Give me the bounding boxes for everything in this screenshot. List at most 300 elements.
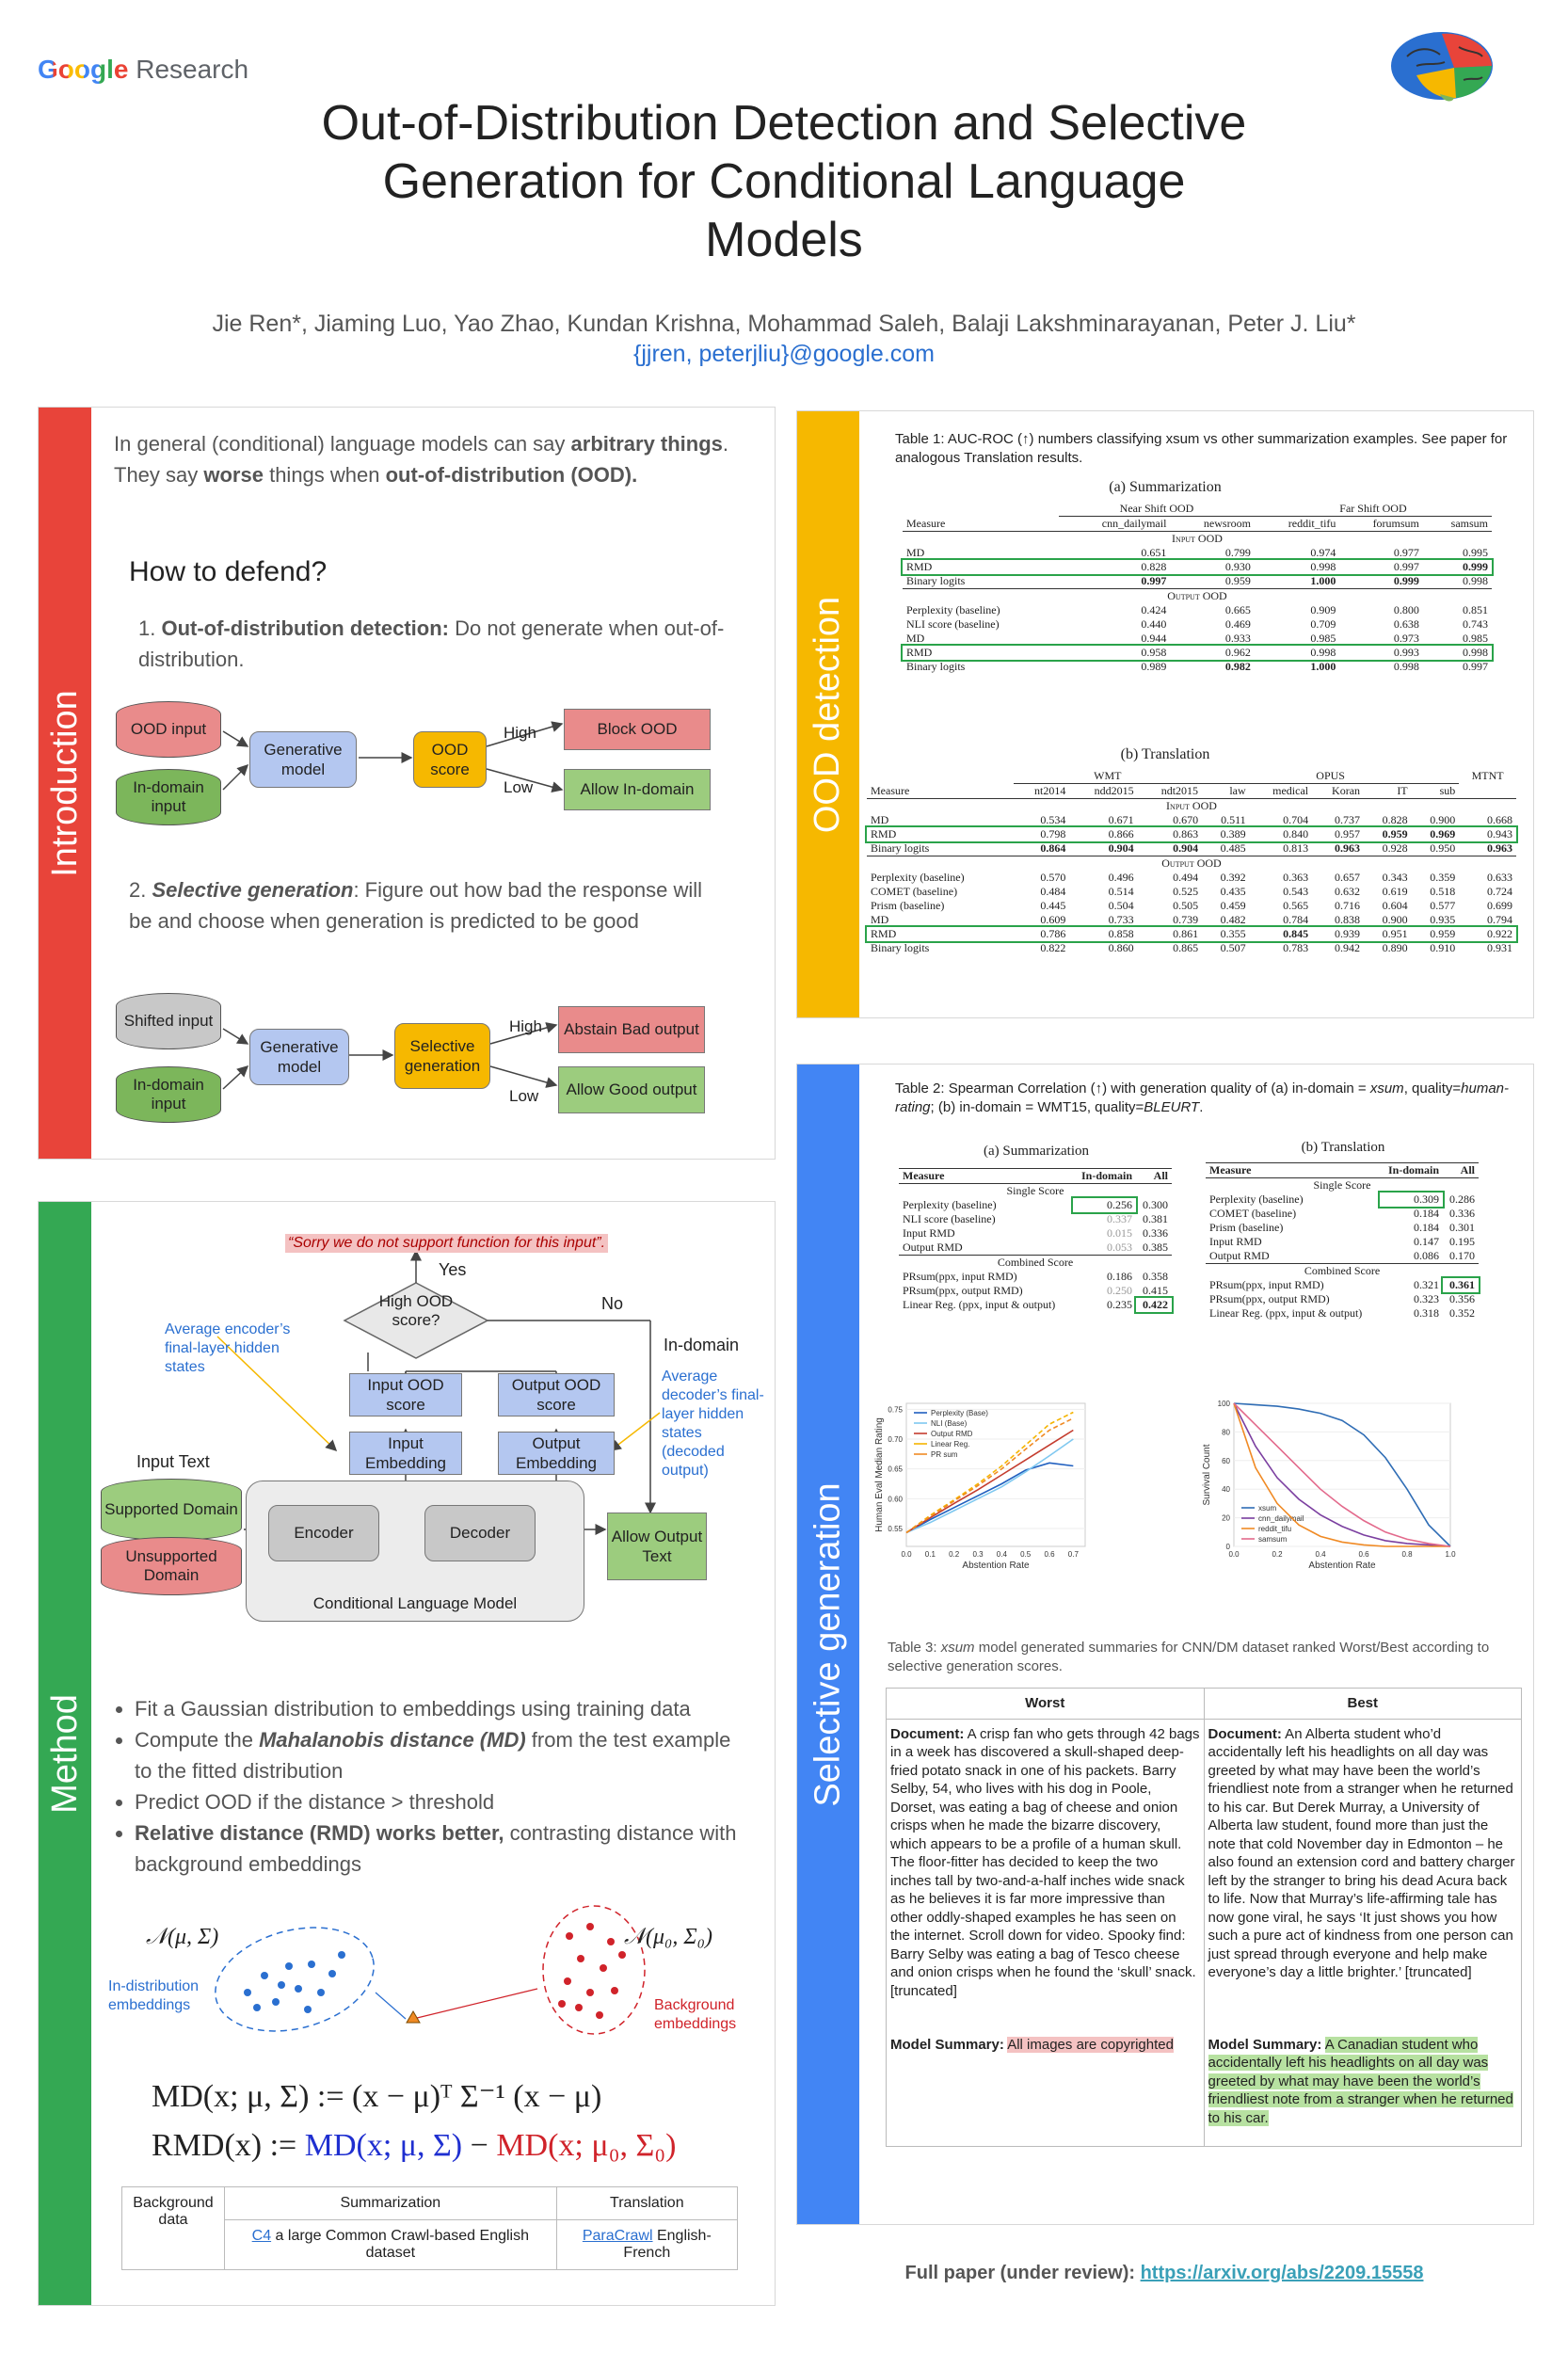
- x-tick-label: 0.0: [901, 1550, 912, 1559]
- y-tick-label: 60: [1222, 1456, 1230, 1465]
- cell-value: 0.900: [1430, 813, 1456, 826]
- intro-text-c: . They say: [114, 432, 729, 487]
- high-ood-decision: High OOD score?: [378, 1292, 454, 1330]
- cell-value: 0.942: [1335, 941, 1361, 954]
- t2a-col-2: All: [1153, 1169, 1168, 1182]
- tr-group-header: [867, 769, 1516, 784]
- cell-value: 0.865: [1173, 941, 1199, 954]
- table-row: [899, 1284, 1172, 1298]
- allow-good-node: Allow Good output: [558, 1066, 705, 1113]
- cell-value: 0.840: [1283, 827, 1309, 840]
- ood-detection-panel: [796, 410, 1534, 1018]
- x-tick-label: 0.4: [996, 1550, 1007, 1559]
- cell-value: 0.482: [1220, 913, 1246, 926]
- cell-value: 0.959: [1382, 827, 1408, 840]
- bullet-1: • Fit a Gaussian distribution to embeddings using training data: [135, 1693, 752, 1724]
- cell-value: 0.086: [1414, 1249, 1440, 1262]
- table-row: [903, 560, 1492, 574]
- table-row: [903, 603, 1492, 617]
- best-header: Best: [1204, 1689, 1522, 1720]
- cell-value: 0.813: [1283, 841, 1309, 855]
- tr-col-7: IT: [1397, 784, 1408, 797]
- cell-value: 0.534: [1040, 813, 1066, 826]
- row-label: Prism (baseline): [1209, 1221, 1284, 1234]
- t2a-title: (a) Summarization: [983, 1144, 1090, 1159]
- row-label: Output RMD: [1209, 1249, 1270, 1262]
- y-tick-label: 20: [1222, 1513, 1230, 1523]
- cell-value: 0.250: [1107, 1284, 1133, 1297]
- col-newsroom: newsroom: [1203, 517, 1251, 530]
- best-summary: A Canadian student who accidentally left his headlights on all day was greeted by what may have been the world’s friendliest note from a stranger when he returned to his car.: [1208, 2036, 1513, 2126]
- table1-caption: Table 1: AUC-ROC (↑) numbers classifying xsum vs other summarization examples. See paper for analogous Translation results.: [895, 431, 1508, 467]
- cell-value: 0.415: [1143, 1284, 1168, 1297]
- y-tick-label: 100: [1217, 1400, 1230, 1408]
- cell-value: 0.863: [1173, 827, 1199, 840]
- cell-value: 0.939: [1335, 927, 1361, 940]
- poster-title: [0, 94, 1568, 269]
- row-label: Linear Reg. (ppx, input & output): [1209, 1306, 1363, 1320]
- sum-group-header: [903, 502, 1492, 517]
- cell-value: 0.657: [1335, 871, 1361, 884]
- cell-value: 0.838: [1335, 913, 1361, 926]
- cell-value: 0.323: [1414, 1292, 1440, 1305]
- table-row: [899, 1241, 1172, 1256]
- legend-entry: cnn_dailymail: [1258, 1514, 1304, 1523]
- cell-value: 0.997: [1393, 560, 1419, 573]
- cell-value: 0.993: [1393, 646, 1419, 659]
- cell-value: 0.845: [1283, 927, 1309, 940]
- tr-input-rows: [867, 813, 1516, 856]
- in-domain-input-node: In-domain input: [116, 769, 221, 825]
- mtnt-header: MTNT: [1471, 769, 1504, 783]
- intro-text-a: In general (conditional) language models can say: [114, 432, 571, 456]
- cell-value: 0.543: [1283, 885, 1309, 898]
- cell-value: 0.235: [1107, 1298, 1133, 1311]
- row-label: Prism (baseline): [871, 899, 945, 912]
- cell-value: 0.959: [1430, 927, 1456, 940]
- cell-value: 0.998: [1463, 646, 1488, 659]
- tr-col-2: ndd2015: [1094, 784, 1134, 797]
- cell-value: 0.609: [1040, 913, 1066, 926]
- col-cnn: cnn_dailymail: [1101, 517, 1167, 530]
- x-tick-label: 0.8: [1401, 1550, 1413, 1559]
- in-domain-input-node-2: In-domain input: [116, 1066, 221, 1123]
- yes-label: Yes: [439, 1260, 467, 1279]
- cell-value: 0.864: [1040, 841, 1066, 855]
- worst-doc-label: Document:: [890, 1725, 965, 1742]
- cell-value: 0.355: [1220, 927, 1246, 940]
- input-ood-score-node: Input OOD score: [349, 1373, 462, 1417]
- emails: {jjren, peterjliu}@google.com: [632, 341, 935, 367]
- cell-value: 0.997: [1463, 660, 1488, 673]
- table-row: [867, 899, 1516, 913]
- logo-google: Google: [38, 55, 129, 84]
- tr-output-rows: [867, 871, 1516, 955]
- best-ms-label: Model Summary:: [1208, 2036, 1322, 2053]
- method-bullet-list: [112, 1693, 752, 1880]
- block-ood-node: Block OOD: [564, 709, 711, 750]
- cell-value: 0.668: [1487, 813, 1512, 826]
- cell-value: 0.633: [1487, 871, 1512, 884]
- cell-value: 0.866: [1108, 827, 1134, 840]
- cell-value: 0.514: [1108, 885, 1134, 898]
- cell-value: 0.951: [1382, 927, 1408, 940]
- tr-table-title: (b) Translation: [1120, 746, 1210, 762]
- worst-cell: [887, 1719, 1205, 2147]
- rmd-lhs: RMD(x) :=: [152, 2128, 305, 2163]
- x-tick-label: 0.7: [1067, 1550, 1079, 1559]
- allow-output-node: Allow Output Text: [607, 1513, 707, 1580]
- col-forumsum: forumsum: [1372, 517, 1419, 530]
- paracrawl-link[interactable]: ParaCrawl: [582, 2228, 653, 2244]
- cell-value: 0.969: [1430, 827, 1456, 840]
- cell-value: 0.828: [1141, 560, 1167, 573]
- cell-value: 0.909: [1310, 603, 1336, 616]
- col-samsum: samsum: [1450, 517, 1488, 530]
- cell-value: 0.518: [1430, 885, 1456, 898]
- tr-col-9: [1459, 784, 1516, 799]
- cell-value: 0.858: [1108, 927, 1134, 940]
- table-row: [867, 827, 1516, 841]
- output-ood-score-node: Output OOD score: [498, 1373, 615, 1417]
- t2a-col-0: Measure: [903, 1169, 945, 1182]
- bullet-3: • Predict OOD if the distance > threshold: [135, 1786, 752, 1817]
- introduction-panel: [38, 407, 776, 1160]
- cell-value: 0.352: [1449, 1306, 1475, 1320]
- legend-entry: Perplexity (Base): [931, 1409, 988, 1417]
- table-row: [903, 632, 1492, 646]
- t2b-comb-rows: [1206, 1278, 1479, 1321]
- cell-value: 0.665: [1224, 603, 1251, 616]
- cell-value: 0.363: [1283, 871, 1309, 884]
- step-2-num: 2.: [129, 878, 152, 902]
- how-to-defend: How to defend?: [129, 556, 328, 587]
- cell-value: 0.337: [1107, 1212, 1133, 1225]
- shifted-input-node: Shifted input: [116, 993, 221, 1049]
- cell-value: 0.985: [1310, 632, 1336, 645]
- legend-entry: PR sum: [931, 1450, 958, 1459]
- cell-value: 0.973: [1393, 632, 1419, 645]
- tr-output-section: Output OOD: [867, 856, 1516, 872]
- unsupported-domain-node: Unsupported Domain: [101, 1537, 242, 1595]
- cell-value: 0.484: [1040, 885, 1066, 898]
- legend-entry: reddit_tifu: [1258, 1525, 1292, 1533]
- row-label: Input RMD: [903, 1226, 955, 1240]
- cell-value: 0.577: [1430, 899, 1456, 912]
- table2-summarization: [899, 1168, 1172, 1312]
- table-row: [1206, 1292, 1479, 1306]
- row-label: PRsum(ppx, input RMD): [903, 1270, 1017, 1283]
- cell-value: 0.184: [1414, 1221, 1440, 1234]
- row-label: Perplexity (baseline): [1209, 1193, 1304, 1206]
- far-shift-header: Far Shift OOD: [1255, 502, 1492, 517]
- chart-rating-vs-abstention: [863, 1396, 1098, 1584]
- title-line-3: Models: [705, 213, 863, 267]
- cell-value: 0.800: [1393, 603, 1419, 616]
- legend-entry: samsum: [1258, 1535, 1288, 1544]
- cell-value: 0.977: [1393, 546, 1419, 559]
- cell-value: 1.000: [1310, 574, 1336, 587]
- cell-value: 0.995: [1463, 546, 1488, 559]
- cell-value: 0.930: [1224, 560, 1251, 573]
- worst-header: Worst: [887, 1689, 1205, 1720]
- cell-value: 0.318: [1414, 1306, 1440, 1320]
- sum-input-section: Input OOD: [1172, 532, 1223, 545]
- cell-value: 0.944: [1141, 632, 1167, 645]
- cell-value: 0.933: [1224, 632, 1251, 645]
- row-label: COMET (baseline): [1209, 1207, 1297, 1220]
- t2a-col-1: In-domain: [1080, 1169, 1133, 1182]
- cell-value: 0.974: [1310, 546, 1336, 559]
- cell-value: 0.309: [1380, 1193, 1443, 1207]
- cell-value: 0.963: [1487, 841, 1512, 855]
- ood-input-node: OOD input: [116, 701, 221, 758]
- col-measure: Measure: [906, 516, 946, 530]
- tr-col-5: medical: [1272, 784, 1309, 797]
- worst-summary: All images are copyrighted: [1007, 2036, 1174, 2053]
- cell-value: 0.998: [1310, 560, 1336, 573]
- cell-value: 0.799: [1224, 546, 1251, 559]
- rmd-md1: MD(x; μ, Σ): [304, 2128, 463, 2163]
- t2b-title: (b) Translation: [1301, 1140, 1385, 1155]
- row-label: MD: [906, 546, 925, 559]
- tr-col-6: Koran: [1332, 784, 1361, 797]
- cell-value: 0.435: [1220, 885, 1246, 898]
- table-row: [867, 841, 1516, 856]
- ood-score-node: OOD score: [413, 731, 487, 788]
- tr-col-4: law: [1229, 784, 1246, 797]
- row-label: MD: [871, 813, 889, 826]
- cell-value: 0.724: [1487, 885, 1512, 898]
- cell-value: 0.822: [1040, 941, 1066, 954]
- allow-in-domain-node: Allow In-domain: [564, 769, 711, 810]
- cell-value: 0.704: [1283, 813, 1309, 826]
- title-line-2: Generation for Conditional Language: [382, 154, 1186, 209]
- step-1-bold: Out-of-distribution detection:: [161, 616, 449, 640]
- cell-value: 0.525: [1173, 885, 1199, 898]
- table-row: [903, 546, 1492, 560]
- x-axis-label: Abstention Rate: [1308, 1561, 1376, 1571]
- cell-value: 0.716: [1335, 899, 1361, 912]
- t2b-col-1: In-domain: [1387, 1163, 1440, 1176]
- cell-value: 0.904: [1173, 841, 1199, 855]
- c4-desc: a large Common Crawl-based English dataset: [271, 2228, 529, 2261]
- generative-model-node-2: Generative model: [249, 1029, 349, 1085]
- legend-entry: Linear Reg.: [931, 1440, 970, 1449]
- cell-value: 0.445: [1040, 899, 1066, 912]
- tr-col-8: sub: [1439, 784, 1456, 797]
- cell-value: 0.910: [1430, 941, 1456, 954]
- cell-value: 0.170: [1449, 1249, 1475, 1262]
- cell-value: 0.424: [1141, 603, 1167, 616]
- tr-col-0: Measure: [871, 783, 910, 797]
- low-label-2: Low: [509, 1087, 539, 1105]
- cell-value: 0.651: [1141, 546, 1167, 559]
- y-tick-label: 0.55: [888, 1525, 903, 1533]
- cell-value: 0.321: [1414, 1278, 1440, 1291]
- introduction-heading: Introduction: [44, 689, 85, 877]
- authors: Jie Ren*, Jiaming Luo, Yao Zhao, Kundan Krishna, Mohammad Saleh, Balaji Lakshminarayanan, Peter J. Liu*: [212, 311, 1356, 337]
- google-research-logo: [38, 55, 248, 85]
- cell-value: 0.989: [1141, 660, 1167, 673]
- t2a-comb-rows: [899, 1270, 1172, 1312]
- y-tick-label: 0.70: [888, 1435, 903, 1444]
- paracrawl-desc: English-French: [623, 2228, 712, 2261]
- legend-entry: xsum: [1258, 1504, 1277, 1513]
- table-row: [867, 927, 1516, 941]
- step-1-rest: Do not generate when out-of-distribution.: [138, 616, 725, 671]
- avg-decoder-note: Average decoder’s final-layer hidden states (decoded output): [662, 1369, 764, 1479]
- sum-output-section: Output OOD: [903, 589, 1492, 604]
- cell-value: 0.336: [1449, 1207, 1475, 1220]
- brain-icon: [1388, 28, 1496, 104]
- cell-value: 0.928: [1382, 841, 1408, 855]
- row-label: MD: [871, 913, 889, 926]
- cell-value: 0.860: [1108, 941, 1134, 954]
- cell-value: 0.962: [1224, 646, 1251, 659]
- cell-value: 0.440: [1141, 617, 1167, 631]
- table-row: [1206, 1278, 1479, 1292]
- cell-value: 0.619: [1382, 885, 1408, 898]
- best-doc-label: Document:: [1208, 1725, 1282, 1742]
- cell-value: 0.935: [1430, 913, 1456, 926]
- cell-value: 0.943: [1487, 827, 1512, 840]
- logo-research: Research: [136, 55, 249, 84]
- paper-link[interactable]: https://arxiv.org/abs/2209.15558: [1140, 2263, 1424, 2283]
- cell-value: 0.505: [1173, 899, 1199, 912]
- t2b-col-0: Measure: [1209, 1163, 1252, 1176]
- cell-value: 0.343: [1382, 871, 1408, 884]
- cell-value: 0.469: [1224, 617, 1251, 631]
- cell-value: 0.358: [1143, 1270, 1168, 1283]
- row-label: Binary logits: [871, 941, 930, 954]
- cell-value: 0.950: [1430, 841, 1456, 855]
- table-row: [1206, 1221, 1479, 1235]
- t2a-single: Single Score: [1006, 1184, 1064, 1197]
- cell-value: 0.256: [1073, 1198, 1136, 1212]
- cell-value: 0.604: [1382, 899, 1408, 912]
- bg-summarization-header: Summarization: [225, 2187, 557, 2220]
- row-label: Output RMD: [903, 1241, 963, 1254]
- selective-generation-node: Selective generation: [394, 1023, 490, 1089]
- legend-entry: NLI (Base): [931, 1419, 968, 1428]
- cell-value: 0.336: [1143, 1226, 1168, 1240]
- x-tick-label: 0.5: [1020, 1550, 1032, 1559]
- row-label: Binary logits: [906, 574, 966, 587]
- cell-value: 0.638: [1393, 617, 1419, 631]
- sorry-message: “Sorry we do not support function for this input”.: [285, 1234, 608, 1253]
- c4-link[interactable]: C4: [251, 2228, 272, 2244]
- tr-col-header: [867, 784, 1516, 799]
- tr-input-section: Input OOD: [1166, 799, 1217, 812]
- row-label: PRsum(ppx, output RMD): [903, 1284, 1023, 1297]
- cell-value: 0.998: [1463, 574, 1488, 587]
- cell-value: 0.301: [1449, 1221, 1475, 1234]
- md-formula: MD(x; μ, Σ) := (x − μ)ᵀ Σ⁻¹ (x − μ): [152, 2079, 602, 2114]
- cell-value: 0.632: [1335, 885, 1361, 898]
- x-tick-label: 0.0: [1228, 1550, 1240, 1559]
- table-row: [1206, 1306, 1479, 1321]
- row-label: Perplexity (baseline): [903, 1198, 997, 1211]
- intro-text-b: arbitrary things: [570, 432, 723, 456]
- table-row: [867, 885, 1516, 899]
- row-label: PRsum(ppx, output RMD): [1209, 1292, 1330, 1305]
- wmt-header: WMT: [1014, 769, 1202, 784]
- table-row: [903, 660, 1492, 674]
- sel-sidebar: [797, 1064, 859, 2224]
- worst-doc: A crisp fan who gets through 42 bags in a week has discovered a skull-shaped deep-fried potato snack in one of his packets. Barry Selby, 54, who lives with his dog in Poole, Dorset, was eating a bag of cheese and onion crisps when he made the bizarre discovery, which appears to be a profile of a human skull. The floor-fitter has decided to keep the two inches tall by two-and-a-half inches wide snack as he believes it is far more impressive than other oddly-shaped examples he has seen on the internet. Scroll down for video. Spooky find: Barry Selby was eating a bag of Tesco cheese and onion crisps when he found the ‘skull’ snack. [truncated]: [890, 1725, 1200, 1999]
- x-tick-label: 0.2: [1272, 1550, 1283, 1559]
- cell-value: 0.931: [1487, 941, 1512, 954]
- cell-value: 0.709: [1310, 617, 1336, 631]
- ood-sidebar: [797, 411, 859, 1017]
- bullet-4: • Relative distance (RMD) works better, contrasting distance with background embeddings: [135, 1817, 752, 1880]
- row-label: Binary logits: [906, 660, 966, 673]
- cell-value: 0.015: [1107, 1226, 1133, 1240]
- table2-caption: Table 2: Spearman Correlation (↑) with generation quality of (a) in-domain = xsum, quality=human-rating; (b) in-domain = WMT15, quality=BLEURT.: [895, 1080, 1510, 1116]
- y-tick-label: 0.65: [888, 1465, 903, 1474]
- cell-value: 0.998: [1393, 660, 1419, 673]
- cell-value: 0.053: [1107, 1241, 1133, 1254]
- y-tick-label: 0.60: [888, 1495, 903, 1504]
- cell-value: 0.963: [1335, 841, 1361, 855]
- decoder-node: Decoder: [424, 1505, 536, 1561]
- cell-value: 0.743: [1463, 617, 1488, 631]
- cell-value: 0.959: [1224, 574, 1251, 587]
- sum-input-rows: [903, 546, 1492, 589]
- x-tick-label: 0.1: [924, 1550, 936, 1559]
- encoder-node: Encoder: [268, 1505, 379, 1561]
- cell-value: 0.565: [1283, 899, 1309, 912]
- cell-value: 0.184: [1414, 1207, 1440, 1220]
- n-mu-sigma-label: 𝒩(μ, Σ): [146, 1925, 219, 1949]
- cell-value: 0.957: [1335, 827, 1361, 840]
- cell-value: 0.494: [1173, 871, 1199, 884]
- method-panel: [38, 1201, 776, 2306]
- in-dist-embeddings-label: In-distribution embeddings: [108, 1978, 200, 2013]
- chart-survival-count: [1196, 1396, 1460, 1584]
- cell-value: 0.361: [1443, 1278, 1479, 1292]
- y-tick-label: 0.75: [888, 1405, 903, 1415]
- cell-value: 0.570: [1040, 871, 1066, 884]
- table1-summarization: [903, 502, 1492, 674]
- cell-value: 0.422: [1136, 1298, 1172, 1312]
- best-cell: [1204, 1719, 1522, 2147]
- y-axis-label: Human Eval Median Rating: [874, 1417, 885, 1532]
- x-tick-label: 0.2: [949, 1550, 960, 1559]
- step-2: [129, 874, 703, 936]
- worst-ms-label: Model Summary:: [890, 2036, 1004, 2053]
- cell-value: 0.186: [1107, 1270, 1133, 1283]
- table-row: [867, 813, 1516, 827]
- cell-value: 0.504: [1108, 899, 1134, 912]
- background-data-table: [121, 2186, 738, 2270]
- cell-value: 0.794: [1487, 913, 1512, 926]
- t2b-single-rows: [1206, 1193, 1479, 1264]
- bullet-2: • Compute the Mahalanobis distance (MD) from the test example to the fitted distribution: [135, 1724, 752, 1786]
- cell-value: 0.828: [1382, 813, 1408, 826]
- table1-translation: [867, 769, 1516, 955]
- n-mu0-label: 𝒩(μ₀, Σ₀): [624, 1925, 712, 1949]
- cell-value: 0.739: [1173, 913, 1199, 926]
- bg-summarization-cell: [225, 2220, 557, 2270]
- row-label: RMD: [906, 646, 933, 659]
- cell-value: 0.507: [1220, 941, 1246, 954]
- cell-value: 0.670: [1173, 813, 1199, 826]
- high-label-2: High: [509, 1017, 542, 1035]
- t2b-single: Single Score: [1313, 1178, 1371, 1192]
- footer-colon: :: [1128, 2263, 1141, 2283]
